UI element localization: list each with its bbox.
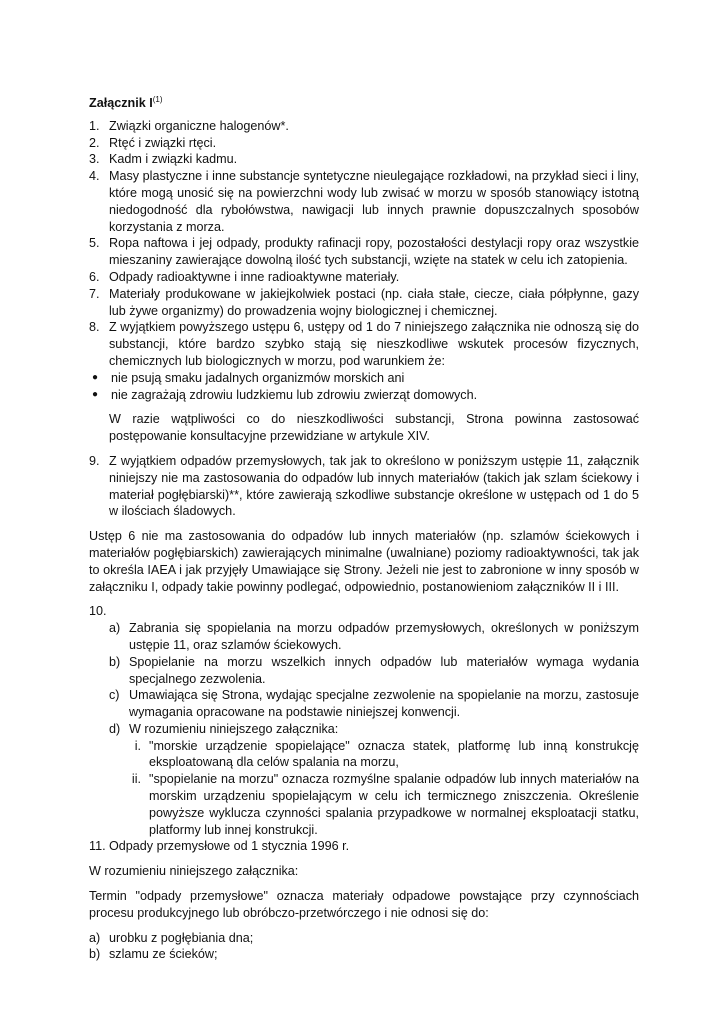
bullet-icon: ● bbox=[92, 388, 99, 400]
list-item-10-number: 10. bbox=[89, 604, 107, 619]
list-item-8: 8. Z wyjątkiem powyższego ustępu 6, ustępy od 1 do 7 niniejszego załącznika nie odnoszą się do substancji, które bardzo szybko stają się nieszkodliwe wskutek procesów fizycznych, chemicznych lub biologicznych w morzu, pod warunkiem że: bbox=[89, 320, 639, 368]
list-item: 4. Masy plastyczne i inne substancje syntetyczne nieulegające rozkładowi, na przykład sieci i liny, które mogą unosić się na powierzchni wody lub zwisać w morzu w sposób stanowiący istotną niedogodność dla rybołówstwa, nawigacji lub innych prawnie dopuszczalnych sposobów korzystania z morza. bbox=[89, 169, 639, 234]
list-item-9: 9. Z wyjątkiem odpadów przemysłowych, tak jak to określono w poniższym ustępie 11, załącznik niniejszy nie ma zastosowania do odpadów lub innych materiałów (takich jak szlam ściekowy i materiał pogłębiarski)**, które zawierają szkodliwe substancje określone w ustępach od 1 do 5 w ilościach śladowych. bbox=[89, 453, 639, 519]
definition-item: a) urobku z pogłębiania dna; bbox=[89, 930, 254, 945]
title-footnote-ref: (1) bbox=[152, 95, 163, 104]
list-item: 3. Kadm i związki kadmu. bbox=[89, 152, 238, 167]
sub-item: d) W rozumieniu niniejszego załącznika: bbox=[109, 721, 339, 736]
list-item: 5. Ropa naftowa i jej odpady, produkty rafinacji ropy, pozostałości destylacji ropy oraz wszystkie mieszaniny zawierające dowolną ilość tych substancji, wzięte na statek w celu ich zatopienia. bbox=[89, 236, 639, 268]
list-item: 7. Materiały produkowane w jakiejkolwiek postaci (np. ciała stałe, ciecze, ciała półpłynne, gazy lub żywe organizmy) do prowadzenia wojny biologicznej i chemicznej. bbox=[89, 286, 639, 318]
list-item: 6. Odpady radioaktywne i inne radioaktywne materiały. bbox=[89, 269, 400, 284]
paragraph-ust6: Ustęp 6 nie ma zastosowania do odpadów lub innych materiałów (np. szlamów ściekowych i materiałów pogłębiarskich) zawierających minimalne (uwalniane) poziomy radioaktywności, tak jak to określa IAEA i jak przyjęły Umawiające się Strony. Jeżeli nie jest to zabronione w inny sposób w załączniku I, odpady takie powinny podlegać, odpowiednio, postanowieniom załączników II i III. bbox=[89, 529, 639, 594]
definition-item: b) szlamu ze ścieków; bbox=[89, 947, 218, 962]
sub-item: a) Zabrania się spopielania na morzu odpadów przemysłowych, określonych w poniższym ustępie 11, oraz szlamów ściekowych. bbox=[109, 621, 639, 652]
sub-item: c) Umawiająca się Strona, wydając specjalne zezwolenie na spopielanie na morzu, zastosuje wymagania opracowane na podstawie niniejszej konwencji. bbox=[109, 688, 639, 720]
bullet-item: ● nie zagrażają zdrowiu ludzkiemu lub zdrowiu zwierząt domowych. bbox=[92, 387, 478, 402]
list-item-11: 11. Odpady przemysłowe od 1 stycznia 1996 r. bbox=[89, 839, 350, 854]
bullet-item: ● nie psują smaku jadalnych organizmów morskich ani bbox=[92, 370, 405, 385]
sub-item: b) Spopielanie na morzu wszelkich innych odpadów lub materiałów wymaga wydania specjalnego zezwolenia. bbox=[109, 654, 639, 686]
annex-document bbox=[89, 92, 639, 963]
roman-item: ii. "spopielanie na morzu" oznacza rozmyślne spalanie odpadów lub innych materiałów na morskim urządzeniu spopielającym w celu ich termicznego zniszczenia. Określenie powyższe wyklucza czynności spalania przypadkowe w normalnej eksploatacji statku, platformy lub innej konstrukcji. bbox=[131, 772, 639, 837]
paragraph-termin: Termin "odpady przemysłowe" oznacza materiały odpadowe powstające przy czynnościach procesu produkcyjnego lub obróbczo-przetwórczego i nie odnosi się do: bbox=[89, 889, 639, 920]
list-item: 2. Rtęć i związki rtęci. bbox=[89, 135, 217, 150]
bullet-icon: ● bbox=[92, 371, 99, 383]
list-item: 1. Związki organiczne halogenów*. bbox=[89, 118, 289, 133]
item8-note: W razie wątpliwości co do nieszkodliwości substancji, Strona powinna zastosować postępowanie konsultacyjne przewidziane w artykule XIV. bbox=[109, 412, 639, 444]
paragraph-rozumieniu: W rozumieniu niniejszego załącznika: bbox=[89, 864, 299, 879]
roman-item: i. "morskie urządzenie spopielające" oznacza statek, platformę lub inną konstrukcję eksploatowaną dla celów spalania na morzu, bbox=[134, 738, 639, 770]
annex-title: Załącznik $I^{(1)}$ bbox=[89, 95, 163, 110]
